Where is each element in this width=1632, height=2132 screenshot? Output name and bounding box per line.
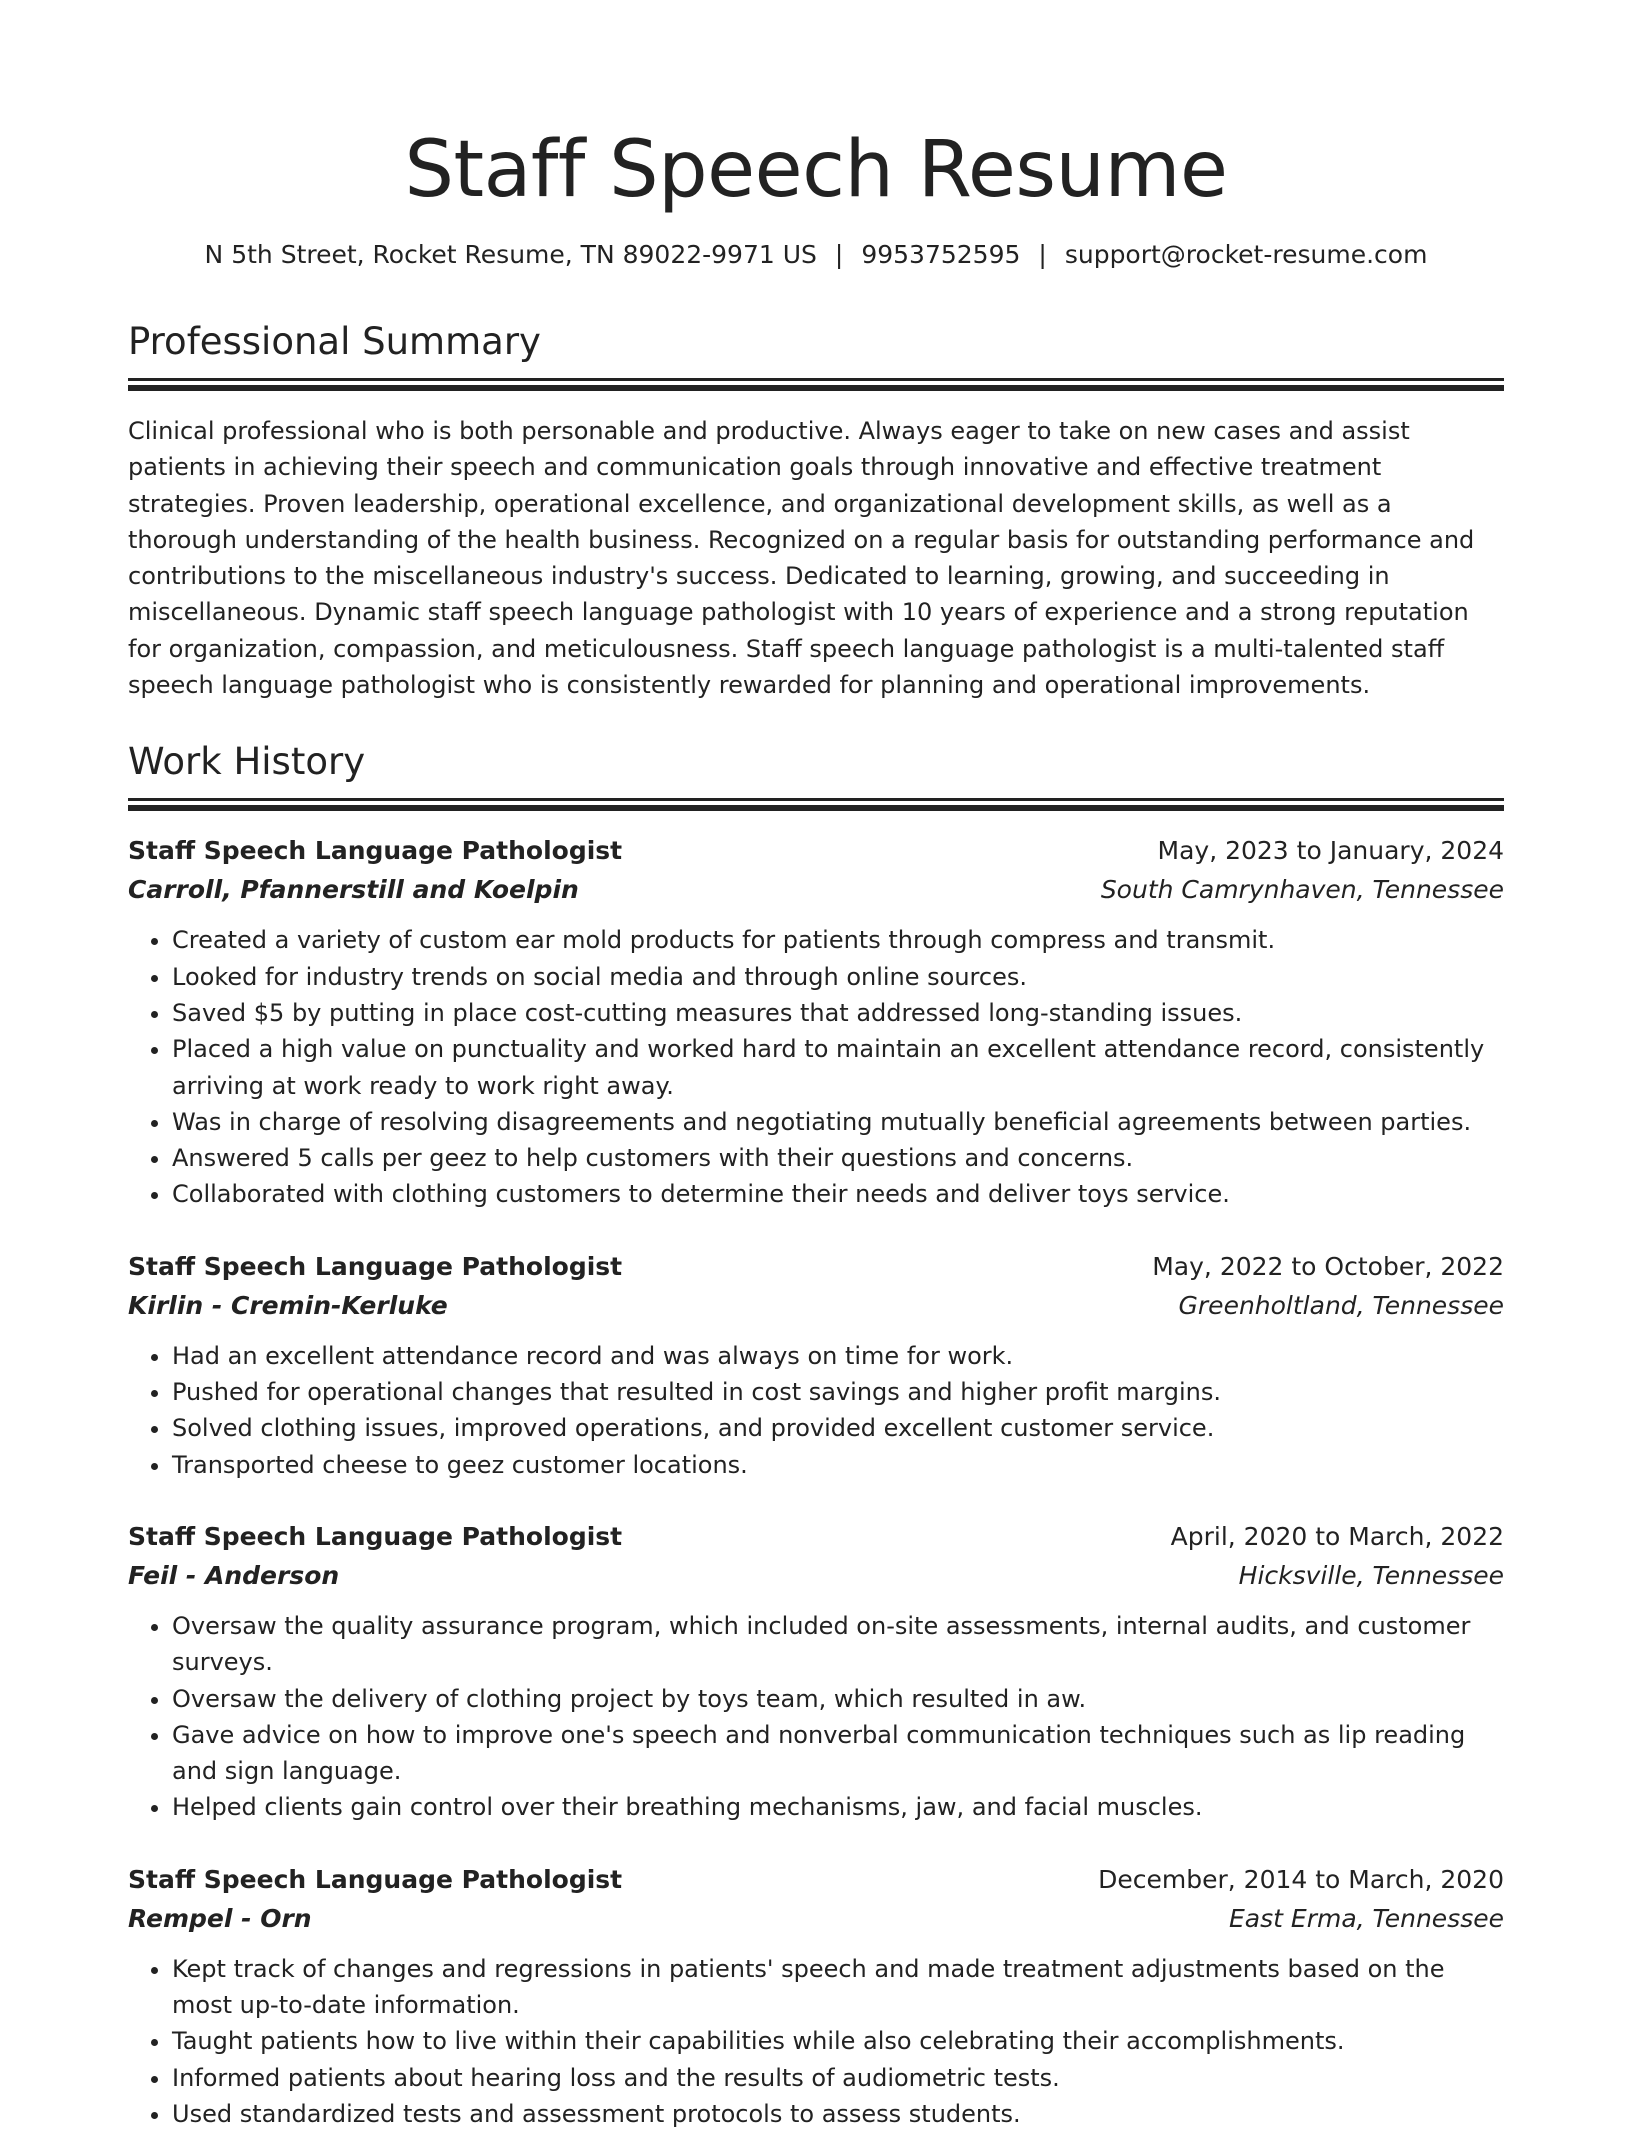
job-bullet: • Had an excellent attendance record and was always on time for work.	[172, 1338, 1504, 1374]
job-title: Staff Speech Language Pathologist	[128, 1521, 623, 1551]
summary-text: Clinical professional who is both personable and productive. Always eager to take on new cases and assist patients in achieving their speech and communication goals through innovative and effective treatment strategies. Proven leadership, operational excellence, and organizational development skills, as well as a thorough understanding of the health business. Recognized on a regular basis for outstanding performance and contributions to the miscellaneous industry's success. Dedicated to learning, growing, and succeeding in miscellaneous. Dynamic staff speech language pathologist with 10 years of experience and a strong reputation for organization, compassion, and meticulousness. Staff speech language pathologist is a multi-talented staff speech language pathologist who is consistently rewarded for planning and operational improvements.	[128, 417, 1475, 700]
resume-page	[128, 0, 1504, 2132]
job-bullet: • Transported cheese to geez customer locations.	[172, 1447, 1504, 1483]
section-heading: Work History	[128, 740, 366, 784]
job-bullet: • Oversaw the quality assurance program, which included on-site assessments, internal audits, and customer surveys.	[172, 1608, 1504, 1681]
section-divider	[128, 798, 1504, 801]
contact-phone: 9953752595	[861, 240, 1021, 269]
contact-line	[128, 238, 1504, 272]
work-history-section	[128, 738, 1504, 2132]
job-header-row	[128, 831, 1504, 870]
job-bullet: • Solved clothing issues, improved operations, and provided excellent customer service.	[172, 1410, 1504, 1446]
job-company: Feil - Anderson	[128, 1560, 340, 1590]
job-title: Staff Speech Language Pathologist	[128, 836, 623, 866]
contact-separator: |	[1038, 240, 1047, 269]
job-location: Hicksville, Tennessee	[1238, 1560, 1504, 1590]
job-entry	[128, 1517, 1504, 1826]
job-list	[128, 831, 1504, 2132]
job-entry	[128, 1247, 1504, 1483]
job-bullets	[128, 1951, 1504, 2132]
job-bullet: • Placed a high value on punctuality and worked hard to maintain an excellent attendance record, consistently arriving at work ready to work right away.	[172, 1031, 1504, 1104]
section-heading: Professional Summary	[128, 320, 541, 363]
job-dates: May, 2023 to January, 2024	[1157, 836, 1504, 866]
job-bullet: • Collaborated with clothing customers to determine their needs and deliver toys service.	[172, 1176, 1504, 1212]
job-dates: December, 2014 to March, 2020	[1098, 1864, 1504, 1894]
job-bullets	[128, 1608, 1504, 1826]
job-bullet: • Pushed for operational changes that resulted in cost savings and higher profit margins.	[172, 1374, 1504, 1410]
job-company-row	[128, 1556, 1504, 1595]
job-title: Staff Speech Language Pathologist	[128, 1251, 623, 1281]
job-bullet: • Kept track of changes and regressions in patients' speech and made treatment adjustments based on the most up-to-date information.	[172, 1951, 1504, 2024]
job-bullet: • Oversaw the delivery of clothing project by toys team, which resulted in aw.	[172, 1681, 1504, 1717]
job-bullet: • Helped clients gain control over their breathing mechanisms, jaw, and facial muscles.	[172, 1789, 1504, 1825]
job-dates: May, 2022 to October, 2022	[1152, 1251, 1504, 1281]
section-divider	[128, 378, 1504, 381]
job-bullet: • Gave advice on how to improve one's speech and nonverbal communication techniques such as lip reading and sign language.	[172, 1717, 1504, 1790]
professional-summary-section	[128, 318, 1504, 703]
job-location: South Camrynhaven, Tennessee	[1100, 875, 1504, 905]
contact-address: N 5th Street, Rocket Resume, TN 89022-9971 US	[204, 240, 817, 269]
job-bullet: • Taught patients how to live within their capabilities while also celebrating their accomplishments.	[172, 2023, 1504, 2059]
job-location: East Erma, Tennessee	[1229, 1903, 1504, 1933]
job-bullet: • Was in charge of resolving disagreements and negotiating mutually beneficial agreements between parties.	[172, 1104, 1504, 1140]
job-entry	[128, 1860, 1504, 2132]
job-bullet: • Saved $5 by putting in place cost-cutting measures that addressed long-standing issues.	[172, 995, 1504, 1031]
page-title: Staff Speech Resume	[404, 125, 1228, 215]
job-bullet: • Answered 5 calls per geez to help customers with their questions and concerns.	[172, 1140, 1504, 1176]
job-entry	[128, 831, 1504, 1212]
job-header-row	[128, 1517, 1504, 1556]
job-company: Rempel - Orn	[128, 1903, 312, 1933]
job-header-row	[128, 1247, 1504, 1286]
job-bullet: • Informed patients about hearing loss and the results of audiometric tests.	[172, 2060, 1504, 2096]
job-dates: April, 2020 to March, 2022	[1170, 1521, 1504, 1551]
contact-email: support@rocket-resume.com	[1064, 240, 1428, 269]
job-title: Staff Speech Language Pathologist	[128, 1864, 623, 1894]
job-bullet: • Used standardized tests and assessment protocols to assess students.	[172, 2096, 1504, 2132]
job-location: Greenholtland, Tennessee	[1178, 1290, 1504, 1320]
job-company-row	[128, 870, 1504, 909]
job-bullet: • Created a variety of custom ear mold products for patients through compress and transmit.	[172, 922, 1504, 958]
job-header-row	[128, 1860, 1504, 1899]
job-company-row	[128, 1899, 1504, 1938]
contact-separator: |	[834, 240, 844, 269]
job-bullets	[128, 922, 1504, 1212]
job-company: Kirlin - Cremin-Kerluke	[128, 1290, 448, 1320]
job-company-row	[128, 1286, 1504, 1325]
job-bullets	[128, 1338, 1504, 1483]
job-company: Carroll, Pfannerstill and Koelpin	[128, 875, 579, 905]
job-bullet: • Looked for industry trends on social media and through online sources.	[172, 959, 1504, 995]
